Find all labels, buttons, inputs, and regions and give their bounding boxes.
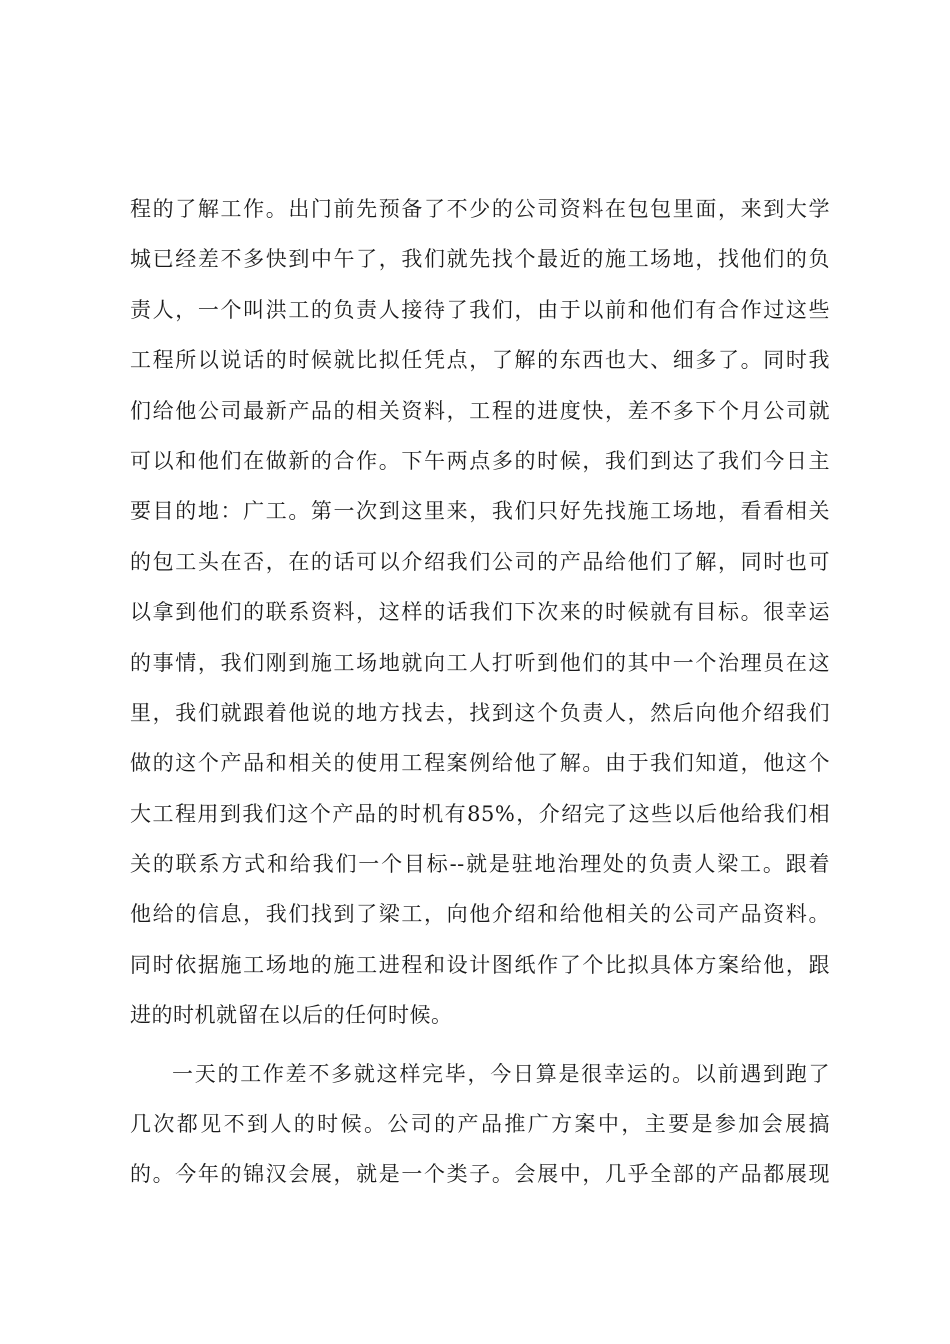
text-line: 要目的地：广工。第一次到这里来，我们只好先找施工场地，看看相关 [130, 499, 830, 524]
text-line: 的。今年的锦汉会展，就是一个类子。会展中，几乎全部的产品都展现 [130, 1162, 830, 1187]
text-line: 们给他公司最新产品的相关资料，工程的进度快，差不多下个月公司就 [130, 398, 830, 423]
text-line: 关的联系方式和给我们一个目标--就是驻地治理处的负责人梁工。跟着 [130, 852, 830, 877]
text-line: 可以和他们在做新的合作。下午两点多的时候，我们到达了我们今日主 [130, 448, 830, 473]
body-text [130, 184, 830, 1200]
text-line: 做的这个产品和相关的使用工程案例给他了解。由于我们知道，他这个 [130, 751, 830, 776]
text-line: 几次都见不到人的时候。公司的产品推广方案中，主要是参加会展搞 [130, 1112, 830, 1137]
text-line: 里，我们就跟着他说的地方找去，找到这个负责人，然后向他介绍我们 [130, 700, 830, 725]
text-line: 进的时机就留在以后的任何时候。 [130, 1003, 453, 1028]
text-line: 城已经差不多快到中午了，我们就先找个最近的施工场地，找他们的负 [130, 247, 830, 272]
paragraph-2 [130, 1049, 830, 1200]
text-line: 一天的工作差不多就这样完毕，今日算是很幸运的。以前遇到跑了 [172, 1061, 830, 1086]
text-line: 的包工头在否，在的话可以介绍我们公司的产品给他们了解，同时也可 [130, 549, 830, 574]
paragraph-1 [130, 184, 830, 1041]
text-line: 程的了解工作。出门前先预备了不少的公司资料在包包里面，来到大学 [130, 197, 830, 221]
text-line: 他给的信息，我们找到了梁工，向他介绍和给他相关的公司产品资料。 [130, 902, 830, 927]
paragraph-gap [130, 1041, 830, 1049]
text-line: 工程所以说话的时候就比拟任凭点，了解的东西也大、细多了。同时我 [130, 348, 830, 373]
text-line: 同时依据施工场地的施工进程和设计图纸作了个比拟具体方案给他，跟 [130, 952, 830, 977]
text-line: 大工程用到我们这个产品的时机有85%，介绍完了这些以后他给我们相 [130, 801, 830, 826]
text-line: 以拿到他们的联系资料，这样的话我们下次来的时候就有目标。很幸运 [130, 600, 830, 625]
text-line: 的事情，我们刚到施工场地就向工人打听到他们的其中一个治理员在这 [130, 650, 830, 675]
text-line: 责人，一个叫洪工的负责人接待了我们，由于以前和他们有合作过这些 [130, 297, 830, 322]
